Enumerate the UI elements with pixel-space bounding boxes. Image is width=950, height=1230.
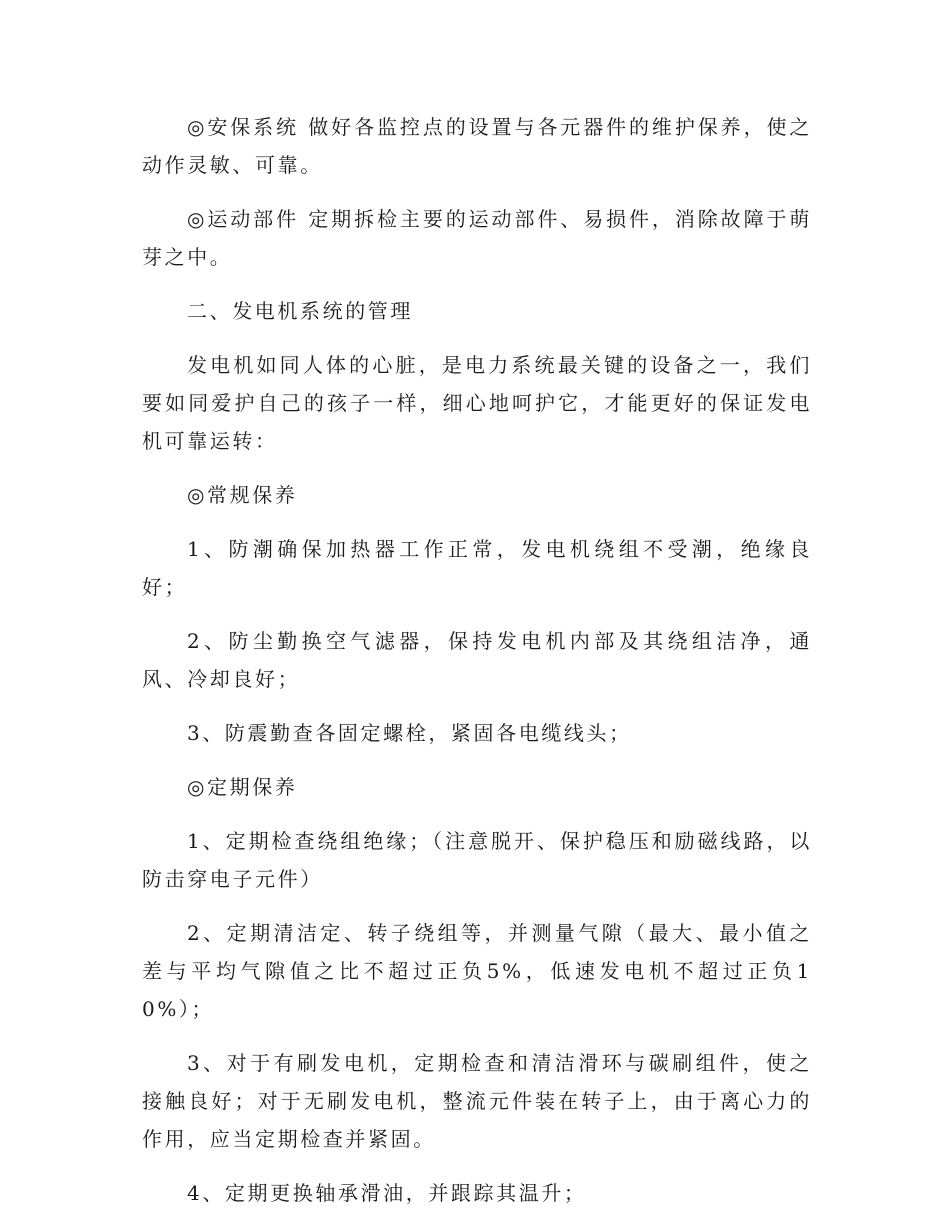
paragraph-generator-intro: 发电机如同人体的心脏，是电力系统最关键的设备之一，我们要如同爱护自己的孩子一样，细心地呵护它，才能更好的保证发电机可靠运转： xyxy=(142,353,812,453)
list-item-bearing-oil: 4、定期更换轴承滑油，并跟踪其温升； xyxy=(187,1181,587,1205)
paragraph-moving-parts: ◎运动部件 定期拆检主要的运动部件、易损件，消除故障于萌芽之中。 xyxy=(142,207,812,269)
list-item-brushes: 3、对于有刷发电机，定期检查和清洁滑环与碳刷组件，使之接触良好；对于无刷发电机，整流元件装在转子上，由于离心力的作用，应当定期检查并紧固。 xyxy=(142,1051,812,1151)
list-item-moisture: 1、防潮确保加热器工作正常，发电机绕组不受潮，绝缘良好； xyxy=(142,537,812,599)
list-item-insulation: 1、定期检查绕组绝缘；（注意脱开、保护稳压和励磁线路，以防击穿电子元件） xyxy=(142,829,812,891)
subheading-periodic-maintenance: ◎定期保养 xyxy=(187,775,298,799)
subheading-routine-maintenance: ◎常规保养 xyxy=(187,483,298,507)
paragraph-security-system: ◎安保系统 做好各监控点的设置与各元器件的维护保养，使之动作灵敏、可靠。 xyxy=(142,115,812,177)
list-item-dust: 2、防尘勤换空气滤器，保持发电机内部及其绕组洁净，通风、冷却良好； xyxy=(142,629,812,691)
document-body xyxy=(142,108,812,1228)
section-heading-generator: 二、发电机系统的管理 xyxy=(187,299,413,323)
list-item-vibration: 3、防震勤查各固定螺栓，紧固各电缆线头； xyxy=(187,721,632,745)
list-item-air-gap: 2、定期清洁定、转子绕组等，并测量气隙（最大、最小值之差与平均气隙值之比不超过正负5%，低速发电机不超过正负10%）； xyxy=(142,921,812,1021)
